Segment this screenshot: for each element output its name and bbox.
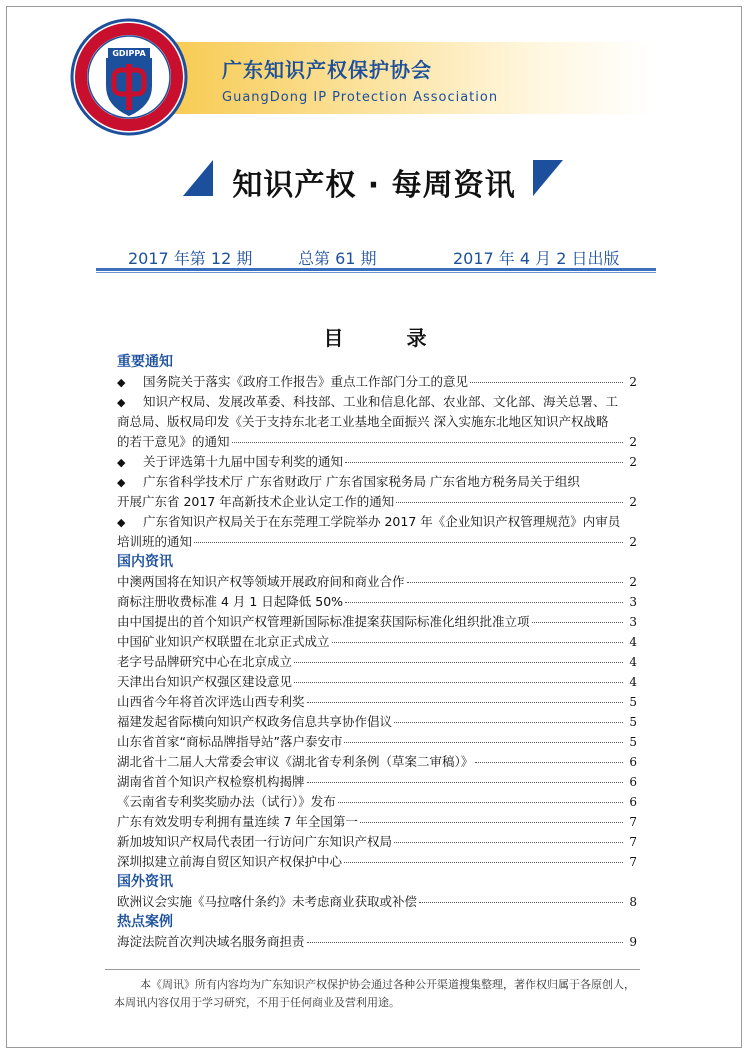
toc-page-number: 4 (629, 675, 637, 689)
newsletter-title: 知识产权 · 每周资讯 (232, 168, 516, 203)
dot-leader (419, 902, 623, 903)
toc-entry[interactable] (117, 612, 637, 632)
toc-section-heading: 国外资讯 (117, 874, 173, 890)
dot-leader (532, 622, 623, 623)
diamond-bullet-icon: ◆ (117, 376, 126, 389)
toc-page-number: 9 (629, 935, 637, 949)
toc-page-number: 2 (629, 495, 637, 509)
toc-page-number: 5 (629, 715, 637, 729)
dot-leader (194, 542, 623, 543)
toc-entry-text: 知识产权局、发展改革委、科技部、工业和信息化部、农业部、文化部、海关总署、工 (143, 394, 619, 409)
toc-entry[interactable] (117, 592, 637, 612)
toc-entry[interactable] (117, 852, 637, 872)
toc-page-number: 8 (629, 895, 637, 909)
toc-page-number: 5 (629, 695, 637, 709)
toc-entry-text: 广东省科学技术厅 广东省财政厅 广东省国家税务局 广东省地方税务局关于组织 (143, 474, 580, 489)
toc-entry-text: 老字号品牌研究中心在北京成立 (117, 654, 293, 669)
toc-entry[interactable] (117, 732, 637, 752)
toc-entry-text: 广东有效发明专利拥有量连续 7 年全国第一 (117, 814, 358, 829)
toc-page-number: 7 (629, 835, 637, 849)
title-left-wedge (183, 160, 213, 196)
toc-page-number: 2 (629, 575, 637, 589)
toc-page-number: 4 (629, 655, 637, 669)
diamond-bullet-icon: ◆ (117, 476, 126, 489)
toc-page-number: 7 (629, 815, 637, 829)
dot-leader (394, 722, 623, 723)
toc-entry[interactable] (117, 752, 637, 772)
toc-page-number: 6 (629, 795, 637, 809)
toc-page-number: 2 (629, 455, 637, 469)
diamond-bullet-icon: ◆ (117, 516, 126, 529)
org-name-en: GuangDong IP Protection Association (222, 90, 499, 105)
toc-entry[interactable] (117, 392, 637, 452)
logo-abbr-text: GDIPPA (112, 49, 146, 58)
diamond-bullet-icon: ◆ (117, 456, 126, 469)
table-of-contents (117, 352, 637, 952)
toc-entry-text: 中澳两国将在知识产权等领域开展政府间和商业合作 (117, 574, 405, 589)
toc-page-number: 2 (629, 535, 637, 549)
toc-page-number: 2 (629, 375, 637, 389)
toc-heading: 目 录 (323, 326, 455, 350)
toc-section-heading: 热点案例 (117, 914, 173, 930)
dot-leader (345, 462, 623, 463)
toc-entry-text: 福建发起省际横向知识产权政务信息共享协作倡议 (117, 714, 393, 729)
dot-leader (407, 582, 623, 583)
toc-entry-text: 国务院关于落实《政府工作报告》重点工作部门分工的意见 (143, 374, 469, 389)
dot-leader (307, 702, 623, 703)
toc-entry-text: 山西省今年将首次评选山西专利奖 (117, 694, 305, 709)
toc-entry[interactable] (117, 812, 637, 832)
toc-page-number: 5 (629, 735, 637, 749)
toc-entry[interactable] (117, 772, 637, 792)
toc-page-number: 3 (629, 615, 637, 629)
toc-entry[interactable] (117, 372, 637, 392)
issue-total-number: 总第 61 期 (298, 249, 377, 268)
toc-entry-text: 《云南省专利奖奖励办法（试行）》发布 (117, 794, 336, 809)
issue-rule-thin (96, 272, 656, 273)
footer-rule (105, 969, 640, 970)
toc-entry[interactable] (117, 632, 637, 652)
issue-year-number: 2017 年第 12 期 (128, 249, 253, 268)
dot-leader (307, 782, 623, 783)
dot-leader (345, 602, 623, 603)
toc-entry[interactable] (117, 512, 637, 552)
toc-entry-text: 深圳拟建立前海自贸区知识产权保护中心 (117, 854, 343, 869)
dot-leader (344, 742, 623, 743)
toc-entry-text: 新加坡知识产权局代表团一行访问广东知识产权局 (117, 834, 393, 849)
toc-entry-text: 由中国提出的首个知识产权管理新国际标准提案获国际标准化组织批准立项 (117, 614, 530, 629)
toc-entry[interactable] (117, 672, 637, 692)
toc-entry[interactable] (117, 692, 637, 712)
dot-leader (360, 822, 623, 823)
dot-leader (470, 382, 623, 383)
toc-entry[interactable] (117, 452, 637, 472)
toc-entry[interactable] (117, 792, 637, 812)
dot-leader (394, 842, 623, 843)
toc-entry[interactable] (117, 712, 637, 732)
issue-rule (96, 268, 656, 271)
issue-date: 2017 年 4 月 2 日出版 (453, 249, 620, 268)
dot-leader (294, 682, 623, 683)
association-logo (70, 18, 188, 136)
toc-page-number: 2 (629, 435, 637, 449)
toc-entry-text: 山东省首家“商标品牌指导站”落户泰安市 (117, 734, 343, 749)
toc-page-number: 7 (629, 855, 637, 869)
toc-entry-text: 商总局、版权局印发《关于支持东北老工业基地全面振兴 深入实施东北地区知识产权战略 (117, 414, 609, 429)
dot-leader (307, 942, 623, 943)
toc-entry-text: 中国矿业知识产权联盟在北京正式成立 (117, 634, 330, 649)
dot-leader (332, 642, 623, 643)
dot-leader (294, 662, 623, 663)
toc-section-heading: 重要通知 (117, 354, 173, 370)
toc-page-number: 4 (629, 635, 637, 649)
toc-entry-text: 的若干意见》的通知 (117, 434, 230, 449)
toc-entry-text: 关于评选第十九届中国专利奖的通知 (143, 454, 344, 469)
dot-leader (338, 802, 623, 803)
toc-entry[interactable] (117, 892, 637, 912)
toc-entry-text: 商标注册收费标准 4 月 1 日起降低 50% (117, 594, 344, 609)
toc-entry-text: 广东省知识产权局关于在东莞理工学院举办 2017 年《企业知识产权管理规范》内审员 (143, 514, 621, 529)
toc-entry-text: 天津出台知识产权强区建设意见 (117, 674, 293, 689)
dot-leader (475, 762, 623, 763)
toc-entry-text: 海淀法院首次判决域名服务商担责 (117, 934, 305, 949)
toc-entry[interactable] (117, 572, 637, 592)
toc-entry-text: 培训班的通知 (117, 534, 193, 549)
toc-entry-text: 湖南省首个知识产权检察机构揭牌 (117, 774, 305, 789)
title-right-wedge (533, 160, 563, 196)
org-name-cn: 广东知识产权保护协会 (222, 58, 432, 82)
toc-page-number: 3 (629, 595, 637, 609)
toc-entry[interactable] (117, 652, 637, 672)
toc-entry-text: 欧洲议会实施《马拉喀什条约》未考虑商业获取或补偿 (117, 894, 418, 909)
toc-entry-text: 开展广东省 2017 年高新技术企业认定工作的通知 (117, 494, 395, 509)
diamond-bullet-icon: ◆ (117, 396, 126, 409)
toc-entry[interactable] (117, 932, 637, 952)
toc-section-heading: 国内资讯 (117, 554, 173, 570)
dot-leader (232, 442, 623, 443)
toc-page-number: 6 (629, 755, 637, 769)
toc-entry[interactable] (117, 832, 637, 852)
footer-disclaimer: 本《周讯》所有内容均为广东知识产权保护协会通过各种公开渠道搜集整理，著作权归属于各原创人，本周讯内容仅用于学习研究，不用于任何商业及营利用途。 (114, 978, 635, 1009)
dot-leader (396, 502, 623, 503)
toc-entry-text: 湖北省十二届人大常委会审议《湖北省专利条例（草案二审稿）》 (117, 754, 474, 769)
toc-entry[interactable] (117, 472, 637, 512)
toc-page-number: 6 (629, 775, 637, 789)
dot-leader (344, 862, 623, 863)
